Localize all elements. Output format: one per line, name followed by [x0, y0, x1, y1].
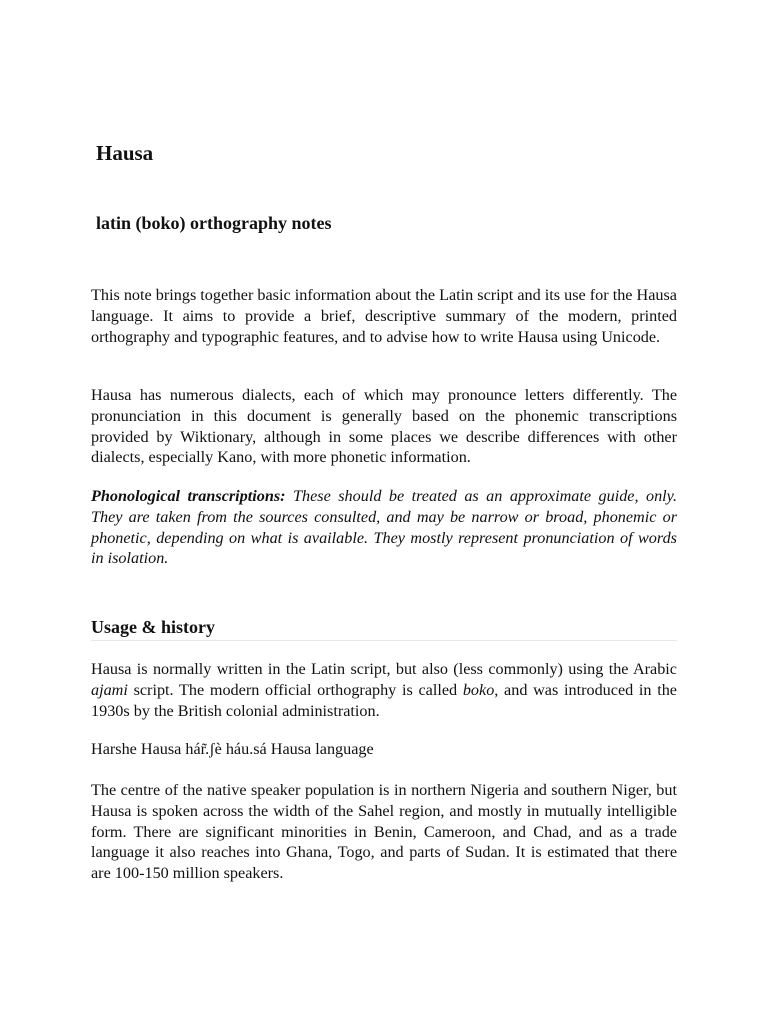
document-title: Hausa: [96, 141, 154, 165]
speakers-paragraph: The centre of the native speaker population is in northern Nigeria and southern Niger, but Hausa is spoken across the width of the Sahel region, and mostly in mutually intelligible form. There are significant minorities in Benin, Cameroon, and Chad, and as a trade language it also reaches into Ghana, Togo, and parts of Sudan. It is estimated that there are 100-150 million speakers.: [91, 781, 677, 883]
boko-term: boko: [462, 680, 495, 699]
usage-text-part3: , and was introduced in the 1930s by the British colonial administration.: [91, 680, 677, 720]
usage-text-part2: script. The modern official orthography is called: [127, 680, 463, 699]
ajami-term: ajami: [91, 680, 128, 699]
intro-paragraph: This note brings together basic information about the Latin script and its use for the Hausa language. It aims to provide a brief, descriptive summary of the modern, printed orthography and typographic features, and to advise how to write Hausa using Unicode.: [91, 286, 677, 346]
usage-text-part1: Hausa is normally written in the Latin script, but also (less commonly) using the Arabic: [91, 660, 677, 678]
dialects-paragraph: Hausa has numerous dialects, each of which may pronounce letters differently. The pronunciation in this document is generally based on the phonemic transcriptions provided by Wiktionary, although in some places we describe differences with other dialects, especially Kano, with more phonetic information.: [91, 386, 677, 467]
phonological-note: [91, 486, 677, 569]
usage-paragraph: [91, 659, 677, 721]
document-subtitle: latin (boko) orthography notes: [96, 213, 332, 233]
usage-history-heading: Usage & history: [91, 617, 677, 641]
example-line: Harshe Hausa hár̃.ʃè háu.sá Hausa language: [91, 740, 374, 758]
phonological-note-text: These should be treated as an approximate guide, only. They are taken from the sources consulted, and may be narrow or broad, phonemic or phonetic, depending on what is available. They mostly represent pronunciation of words in isolation.: [91, 487, 677, 568]
phonological-note-lead: Phonological transcriptions:: [91, 487, 286, 505]
